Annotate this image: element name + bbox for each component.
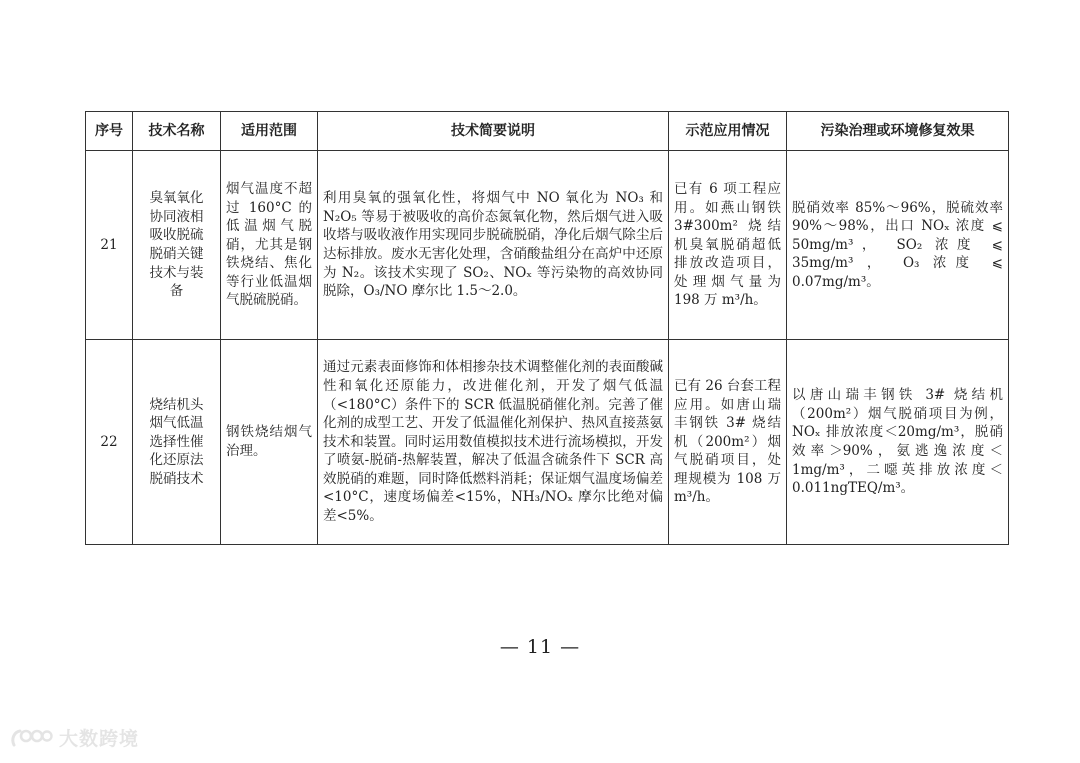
table-header-row [86,112,1009,151]
page-number: — 11 — [499,636,581,658]
demo-cell: 已有 26 台套工程应用。如唐山瑞丰钢铁 3# 烧结机（200m²）烟气脱硝项目，处理规模为 108 万 m³/h。 [669,340,787,545]
header-demo-application: 示范应用情况 [669,112,787,151]
description-cell: 通过元素表面修饰和体相掺杂技术调整催化剂的表面酸碱性和氧化还原能力，改进催化剂，开发了烟气低温（<180°C）条件下的 SCR 低温脱硝催化剂。完善了催化剂的成型工艺、开发了低温催化剂保护、热风直接蒸氨技术和装置。同时运用数值模拟技术进行流场模拟，开发了喷氨-脱硝-热解装置，解决了低温含硫条件下 SCR 高效脱硝的难题，同时降低燃料消耗；保证烟气温度场偏差 <10°C，速度场偏差<15%，NH₃/NOₓ 摩尔比绝对偏差<5%。 [318,340,669,545]
tech-name: 臭氧氧化协同液相吸收脱硫脱硝关键技术与装备 [133,151,221,340]
effect-cell: 脱硝效率 85%～96%，脱硫效率 90%～98%，出口 NOₓ 浓度 ⩽ 50mg/m³， SO₂ 浓度 ⩽ 35mg/m³ ， O₃ 浓度 ⩽ 0.07mg/m³。 [787,151,1009,340]
scope-cell: 烟气温度不超过 160°C 的低温烟气脱硝，尤其是钢铁烧结、焦化等行业低温烟气脱硫脱硝。 [221,151,318,340]
technology-table [85,111,1009,545]
header-scope: 适用范围 [221,112,318,151]
scope-cell: 钢铁烧结烟气治理。 [221,340,318,545]
watermark [8,724,139,751]
watermark-text: 大数跨境 [59,728,140,750]
description-cell: 利用臭氧的强氧化性，将烟气中 NO 氧化为 NO₃ 和 N₂O₅ 等易于被吸收的高价态氮氧化物，然后烟气进入吸收塔与吸收液作用实现同步脱硫脱硝，净化后烟气除尘后达标排放。废水无害化处理，含硝酸盐组分在高炉中还原为 N₂。该技术实现了 SO₂、NOₓ 等污染物的高效协同脱除，O₃/NO 摩尔比 1.5～2.0。 [318,151,669,340]
row-number: 21 [86,151,133,340]
tech-name: 烧结机头烟气低温选择性催化还原法脱硝技术 [133,340,221,545]
watermark-logo-icon [8,725,54,751]
row-number: 22 [86,340,133,545]
header-effect: 污染治理或环境修复效果 [787,112,1009,151]
header-no: 序号 [86,112,133,151]
table-row [86,340,1009,545]
table-row [86,151,1009,340]
header-description: 技术简要说明 [318,112,669,151]
demo-cell: 已有 6 项工程应用。如燕山钢铁 3#300m² 烧结机臭氧脱硝超低排放改造项目，处理烟气量为 198 万 m³/h。 [669,151,787,340]
header-tech-name: 技术名称 [133,112,221,151]
effect-cell: 以唐山瑞丰钢铁 3# 烧结机（200m²）烟气脱硝项目为例，NOₓ 排放浓度＜20mg/m³，脱硝效率＞90%，氨逃逸浓度＜1mg/m³，二噁英排放浓度＜0.011ngTEQ/m³。 [787,340,1009,545]
